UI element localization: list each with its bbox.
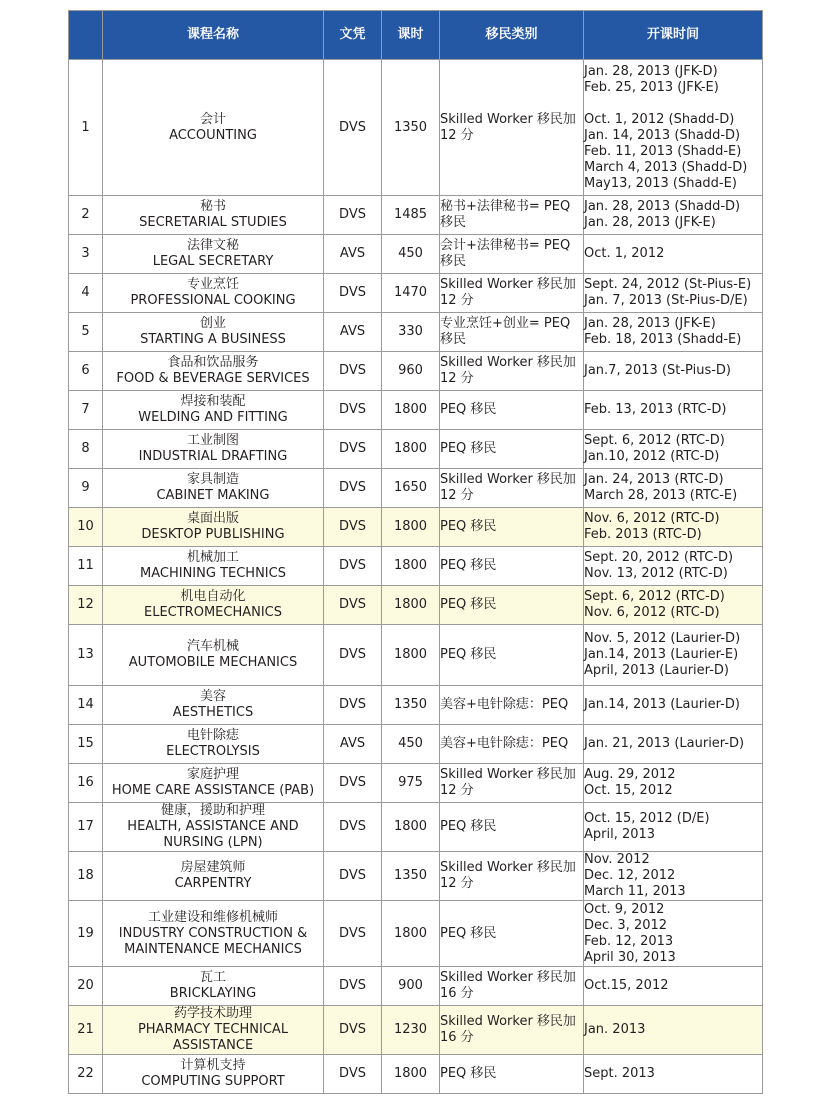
course-name-chinese: 会计 (199, 111, 226, 127)
course-name-cell (103, 725, 324, 764)
start-date: Jan.14, 2013 (Laurier-E) (584, 647, 739, 662)
course-name-chinese: 创业 (199, 316, 226, 331)
start-date: March 4, 2013 (Shadd-D) (584, 159, 748, 175)
row-number: 14 (69, 686, 103, 725)
course-name-cell (103, 274, 324, 313)
hours-cell: 975 (382, 764, 440, 803)
start-date: Sept. 6, 2012 (RTC-D) (584, 589, 725, 604)
start-dates-cell (584, 430, 763, 469)
course-name-chinese: 工业建设和维修机械师 (147, 909, 278, 925)
course-name-english: INDUSTRIAL DRAFTING (138, 449, 288, 464)
course-name-english: PROFESSIONAL COOKING (130, 293, 296, 308)
row-number: 4 (69, 274, 103, 313)
start-date: Oct.15, 2012 (584, 978, 669, 993)
table-row (69, 508, 763, 547)
start-date: Sept. 6, 2012 (RTC-D) (584, 433, 725, 448)
row-number: 17 (69, 803, 103, 852)
diploma-cell: DVS (324, 901, 382, 967)
course-name-chinese: 焊接和装配 (180, 394, 246, 409)
course-name-english: ELECTROLYSIS (166, 744, 260, 759)
start-date: Feb. 11, 2013 (Shadd-E) (584, 143, 742, 159)
start-dates-cell (584, 508, 763, 547)
immigration-category-cell: Skilled Worker 移民加 12 分 (440, 469, 584, 508)
course-name-english: HOME CARE ASSISTANCE (PAB) (111, 783, 315, 798)
immigration-category-cell: PEQ 移民 (440, 803, 584, 852)
course-name-english: CARPENTRY (174, 876, 252, 891)
row-number: 10 (69, 508, 103, 547)
course-name-cell (103, 196, 324, 235)
row-number: 21 (69, 1006, 103, 1055)
start-date: March 28, 2013 (RTC-E) (584, 488, 738, 503)
course-name-english: DESKTOP PUBLISHING (141, 527, 285, 542)
row-number: 9 (69, 469, 103, 508)
start-dates-cell (584, 625, 763, 686)
hours-cell: 1350 (382, 852, 440, 901)
course-name-cell (103, 1006, 324, 1055)
table-row (69, 469, 763, 508)
course-name-cell (103, 235, 324, 274)
start-date: Feb. 13, 2013 (RTC-D) (584, 402, 727, 417)
hours-cell: 1350 (382, 60, 440, 196)
hours-cell: 1800 (382, 430, 440, 469)
immigration-category-cell: Skilled Worker 移民加 12 分 (440, 852, 584, 901)
diploma-cell: AVS (324, 235, 382, 274)
hours-cell: 1650 (382, 469, 440, 508)
start-date: Jan. 7, 2013 (St-Pius-D/E) (584, 293, 748, 308)
diploma-cell: DVS (324, 625, 382, 686)
course-name-english: ACCOUNTING (169, 127, 257, 143)
start-date: Jan. 28, 2013 (JFK-D) (584, 63, 718, 79)
diploma-cell: DVS (324, 803, 382, 852)
table-row (69, 967, 763, 1006)
start-dates-cell (584, 764, 763, 803)
start-date: Sept. 24, 2012 (St-Pius-E) (584, 277, 752, 292)
immigration-category-cell: PEQ 移民 (440, 586, 584, 625)
table-row (69, 391, 763, 430)
row-number: 11 (69, 547, 103, 586)
start-date: Sept. 2013 (584, 1066, 655, 1081)
course-name-cell (103, 901, 324, 967)
hours-cell: 1485 (382, 196, 440, 235)
hours-cell: 1800 (382, 508, 440, 547)
start-dates-cell (584, 852, 763, 901)
row-number: 18 (69, 852, 103, 901)
row-number: 6 (69, 352, 103, 391)
immigration-category-cell: 专业烹饪+创业= PEQ 移民 (440, 313, 584, 352)
start-dates-cell (584, 803, 763, 852)
table-row (69, 586, 763, 625)
start-date: Jan.14, 2013 (Laurier-D) (584, 697, 740, 712)
diploma-cell: AVS (324, 313, 382, 352)
header-start-dates: 开课时间 (584, 11, 763, 60)
immigration-category-cell: Skilled Worker 移民加 16 分 (440, 1006, 584, 1055)
table-body (69, 60, 763, 1094)
row-number: 22 (69, 1055, 103, 1094)
course-name-cell (103, 508, 324, 547)
table-row (69, 352, 763, 391)
diploma-cell: DVS (324, 1006, 382, 1055)
start-date: Feb. 12, 2013 (584, 933, 674, 949)
date-spacer (584, 96, 762, 112)
diploma-cell: DVS (324, 547, 382, 586)
hours-cell: 1800 (382, 901, 440, 967)
course-name-cell (103, 852, 324, 901)
course-name-cell (103, 352, 324, 391)
course-name-chinese: 桌面出版 (186, 511, 239, 526)
start-date: Jan. 21, 2013 (Laurier-D) (584, 736, 745, 751)
table-row (69, 430, 763, 469)
start-date: Aug. 29, 2012 (584, 767, 676, 782)
immigration-category-cell: Skilled Worker 移民加 12 分 (440, 60, 584, 196)
immigration-category-cell: PEQ 移民 (440, 391, 584, 430)
diploma-cell: DVS (324, 196, 382, 235)
start-date: April 30, 2013 (584, 949, 676, 965)
start-dates-cell (584, 235, 763, 274)
course-name-english: AUTOMOBILE MECHANICS (128, 655, 298, 670)
course-name-chinese: 汽车机械 (186, 639, 239, 654)
course-table (68, 10, 763, 1094)
start-date: April, 2013 (584, 827, 656, 842)
diploma-cell: DVS (324, 391, 382, 430)
course-name-chinese: 机械加工 (186, 550, 239, 565)
hours-cell: 1800 (382, 586, 440, 625)
hours-cell: 900 (382, 967, 440, 1006)
course-name-chinese: 食品和饮品服务 (167, 355, 259, 370)
course-name-cell (103, 430, 324, 469)
diploma-cell: DVS (324, 430, 382, 469)
course-name-cell (103, 313, 324, 352)
header-course-name: 课程名称 (103, 11, 324, 60)
diploma-cell: DVS (324, 764, 382, 803)
hours-cell: 450 (382, 725, 440, 764)
immigration-category-cell: Skilled Worker 移民加 12 分 (440, 764, 584, 803)
immigration-category-cell: PEQ 移民 (440, 901, 584, 967)
course-name-english: ELECTROMECHANICS (143, 605, 283, 620)
course-name-english: COMPUTING SUPPORT (141, 1074, 285, 1089)
start-dates-cell (584, 60, 763, 196)
course-name-english: FOOD & BEVERAGE SERVICES (116, 371, 310, 386)
start-dates-cell (584, 1055, 763, 1094)
course-name-english: INDUSTRY CONSTRUCTION & MAINTENANCE MECHANICS (118, 925, 308, 957)
row-number: 12 (69, 586, 103, 625)
table-row (69, 1055, 763, 1094)
table-header-row (69, 11, 763, 60)
course-name-english: HEALTH, ASSISTANCE AND NURSING (LPN) (127, 819, 299, 850)
table-row (69, 60, 763, 196)
table-row (69, 274, 763, 313)
start-date: Jan. 28, 2013 (JFK-E) (584, 316, 716, 331)
table-row (69, 235, 763, 274)
diploma-cell: DVS (324, 508, 382, 547)
diploma-cell: AVS (324, 725, 382, 764)
start-date: Dec. 3, 2012 (584, 917, 668, 933)
row-number: 16 (69, 764, 103, 803)
start-date: Jan. 24, 2013 (RTC-D) (584, 472, 724, 487)
immigration-category-cell: PEQ 移民 (440, 508, 584, 547)
table-row (69, 686, 763, 725)
row-number: 19 (69, 901, 103, 967)
hours-cell: 960 (382, 352, 440, 391)
hours-cell: 1800 (382, 625, 440, 686)
start-dates-cell (584, 586, 763, 625)
immigration-category-cell: Skilled Worker 移民加 16 分 (440, 967, 584, 1006)
diploma-cell: DVS (324, 1055, 382, 1094)
table-row (69, 547, 763, 586)
course-name-cell (103, 764, 324, 803)
hours-cell: 1230 (382, 1006, 440, 1055)
diploma-cell: DVS (324, 586, 382, 625)
immigration-category-cell: Skilled Worker 移民加 12 分 (440, 274, 584, 313)
immigration-category-cell: 会计+法律秘书= PEQ 移民 (440, 235, 584, 274)
course-name-english: SECRETARIAL STUDIES (139, 215, 287, 230)
diploma-cell: DVS (324, 352, 382, 391)
table-row (69, 725, 763, 764)
immigration-category-cell: 美容+电针除痣：PEQ (440, 686, 584, 725)
course-name-chinese: 家具制造 (186, 472, 239, 487)
start-date: Nov. 2012 (584, 852, 650, 867)
hours-cell: 1470 (382, 274, 440, 313)
course-name-chinese: 房屋建筑师 (180, 860, 246, 875)
immigration-category-cell: PEQ 移民 (440, 1055, 584, 1094)
course-name-cell (103, 586, 324, 625)
hours-cell: 1800 (382, 391, 440, 430)
course-name-chinese: 家庭护理 (186, 767, 239, 782)
header-hours: 课时 (382, 11, 440, 60)
start-date: April, 2013 (Laurier-D) (584, 663, 729, 678)
course-name-cell (103, 60, 324, 196)
course-name-cell (103, 686, 324, 725)
start-date: Dec. 12, 2012 (584, 868, 676, 883)
start-date: Sept. 20, 2012 (RTC-D) (584, 550, 734, 565)
course-name-cell (103, 803, 324, 852)
start-dates-cell (584, 686, 763, 725)
header-immigration-category: 移民类别 (440, 11, 584, 60)
row-number: 15 (69, 725, 103, 764)
table-row (69, 313, 763, 352)
diploma-cell: DVS (324, 60, 382, 196)
start-date: Oct. 1, 2012 (Shadd-D) (584, 111, 735, 127)
start-date: Jan. 28, 2013 (Shadd-D) (584, 199, 741, 214)
immigration-category-cell: PEQ 移民 (440, 547, 584, 586)
immigration-category-cell: PEQ 移民 (440, 430, 584, 469)
course-name-english: PHARMACY TECHNICAL ASSISTANCE (137, 1022, 289, 1053)
header-number (69, 11, 103, 60)
hours-cell: 1800 (382, 803, 440, 852)
start-date: Jan. 14, 2013 (Shadd-D) (584, 127, 741, 143)
start-date: Oct. 9, 2012 (584, 901, 665, 917)
start-dates-cell (584, 901, 763, 967)
row-number: 7 (69, 391, 103, 430)
table-row (69, 803, 763, 852)
course-name-english: AESTHETICS (172, 705, 254, 720)
start-dates-cell (584, 391, 763, 430)
course-name-english: STARTING A BUSINESS (140, 332, 286, 347)
course-name-english: LEGAL SECRETARY (152, 254, 274, 269)
hours-cell: 1800 (382, 547, 440, 586)
start-dates-cell (584, 967, 763, 1006)
hours-cell: 330 (382, 313, 440, 352)
diploma-cell: DVS (324, 686, 382, 725)
start-date: Oct. 15, 2012 (584, 783, 673, 798)
row-number: 5 (69, 313, 103, 352)
start-date: Nov. 6, 2012 (RTC-D) (584, 605, 720, 620)
start-dates-cell (584, 313, 763, 352)
course-name-chinese: 秘书 (199, 199, 226, 214)
hours-cell: 1350 (382, 686, 440, 725)
row-number: 3 (69, 235, 103, 274)
start-date: Jan. 2013 (584, 1022, 646, 1037)
course-name-cell (103, 1055, 324, 1094)
table-row (69, 1006, 763, 1055)
table-row (69, 764, 763, 803)
start-dates-cell (584, 725, 763, 764)
immigration-category-cell: 美容+电针除痣：PEQ (440, 725, 584, 764)
start-date: Nov. 6, 2012 (RTC-D) (584, 511, 720, 526)
start-dates-cell (584, 274, 763, 313)
course-name-chinese: 机电自动化 (180, 589, 246, 604)
start-date: Jan. 28, 2013 (JFK-E) (584, 215, 716, 230)
start-date: March 11, 2013 (584, 884, 686, 899)
start-dates-cell (584, 469, 763, 508)
hours-cell: 450 (382, 235, 440, 274)
immigration-category-cell: PEQ 移民 (440, 625, 584, 686)
header-diploma: 文凭 (324, 11, 382, 60)
start-date: May13, 2013 (Shadd-E) (584, 175, 737, 191)
course-name-chinese: 瓦工 (199, 970, 226, 985)
start-date: Nov. 5, 2012 (Laurier-D) (584, 631, 741, 646)
diploma-cell: DVS (324, 967, 382, 1006)
start-date: Feb. 18, 2013 (Shadd-E) (584, 332, 742, 347)
course-name-chinese: 专业烹饪 (186, 277, 239, 292)
course-name-english: MACHINING TECHNICS (140, 566, 286, 581)
row-number: 2 (69, 196, 103, 235)
start-dates-cell (584, 352, 763, 391)
start-date: Feb. 2013 (RTC-D) (584, 527, 702, 542)
diploma-cell: DVS (324, 852, 382, 901)
course-name-english: CABINET MAKING (156, 488, 270, 503)
course-name-cell (103, 469, 324, 508)
course-name-chinese: 健康，援助和护理 (160, 803, 265, 818)
course-name-chinese: 工业制图 (186, 433, 239, 448)
start-date: Jan.7, 2013 (St-Pius-D) (584, 363, 731, 378)
table-row (69, 852, 763, 901)
course-name-english: BRICKLAYING (169, 986, 257, 1001)
immigration-category-cell: 秘书+法律秘书= PEQ 移民 (440, 196, 584, 235)
course-name-chinese: 计算机支持 (180, 1058, 246, 1073)
row-number: 20 (69, 967, 103, 1006)
start-date: Feb. 25, 2013 (JFK-E) (584, 79, 719, 95)
course-name-chinese: 药学技术助理 (173, 1006, 252, 1021)
start-date: Oct. 15, 2012 (D/E) (584, 811, 710, 826)
course-name-chinese: 法律文秘 (186, 238, 239, 253)
immigration-category-cell: Skilled Worker 移民加 12 分 (440, 352, 584, 391)
table-row (69, 901, 763, 967)
course-name-cell (103, 547, 324, 586)
row-number: 1 (69, 60, 103, 196)
start-date: Nov. 13, 2012 (RTC-D) (584, 566, 728, 581)
start-dates-cell (584, 196, 763, 235)
diploma-cell: DVS (324, 274, 382, 313)
hours-cell: 1800 (382, 1055, 440, 1094)
course-name-cell (103, 391, 324, 430)
start-date: Jan.10, 2012 (RTC-D) (584, 449, 720, 464)
table-row (69, 196, 763, 235)
course-name-cell (103, 967, 324, 1006)
course-name-chinese: 电针除痣 (186, 728, 239, 743)
row-number: 8 (69, 430, 103, 469)
start-date: Oct. 1, 2012 (584, 246, 665, 261)
course-name-english: WELDING AND FITTING (138, 410, 288, 425)
start-dates-cell (584, 1006, 763, 1055)
table-row (69, 625, 763, 686)
diploma-cell: DVS (324, 469, 382, 508)
course-name-cell (103, 625, 324, 686)
course-name-chinese: 美容 (199, 689, 226, 704)
start-dates-cell (584, 547, 763, 586)
row-number: 13 (69, 625, 103, 686)
